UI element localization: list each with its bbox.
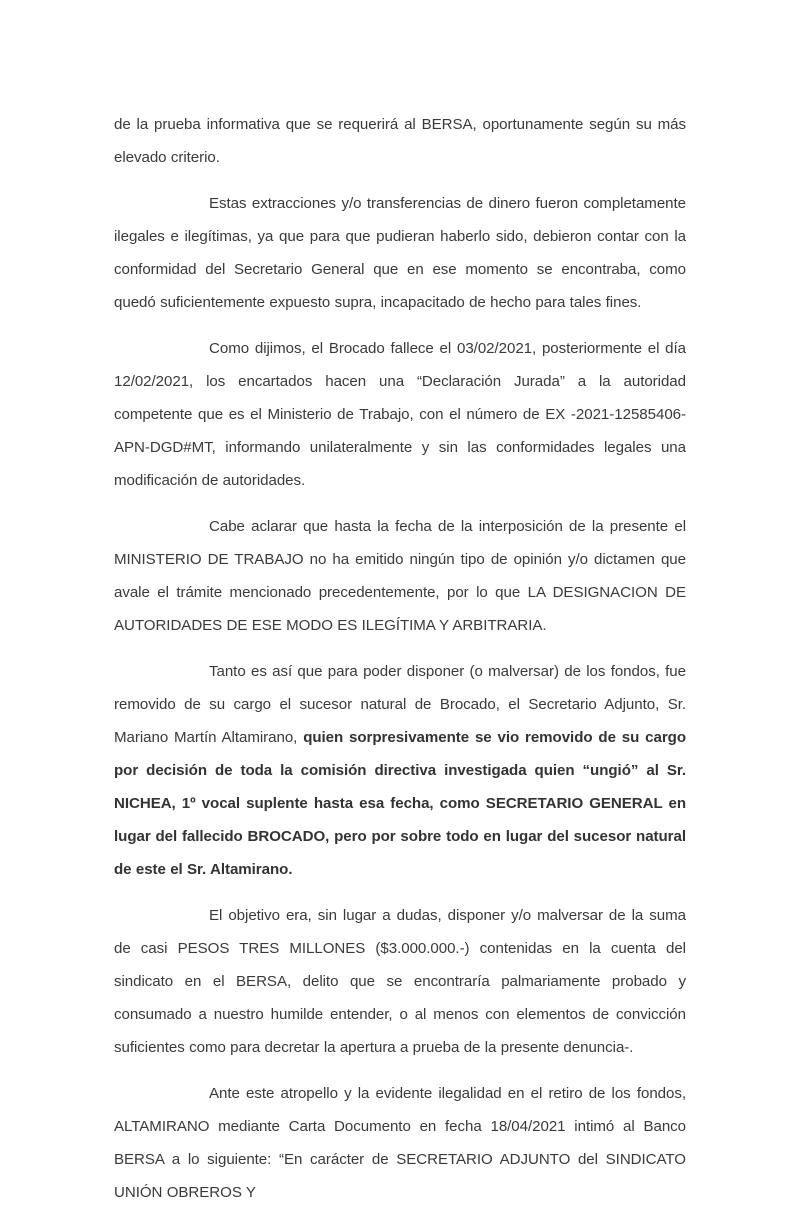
paragraph-ministerio-trabajo: Cabe aclarar que hasta la fecha de la interposición de la presente el MINISTERIO DE TRABAJO no ha emitido ningún tipo de opinión y/o dictamen que avale el trámite mencionado precedentemente, por lo que LA DESIGNACION DE AUTORIDADES DE ESE MODO ES ILEGÍTIMA Y ARBITRARIA. — [114, 518, 686, 634]
paragraph-brocado-fallece: Como dijimos, el Brocado fallece el 03/02/2021, posteriormente el día 12/02/2021, los encartados hacen una “Declaración Jurada” a la autoridad competente que es el Ministerio de Trabajo, con el número de EX -2021-12585406- APN-DGD#MT, informando unilateralmente y sin las conformidades legales una modificación de autoridades. — [114, 340, 686, 489]
paragraph-objetivo-malversacion: El objetivo era, sin lugar a dudas, disponer y/o malversar de la suma de casi PESOS TRES MILLONES ($3.000.000.-) contenidas en la cuenta del sindicato en el BERSA, delito que se encontraría palmariamente probado y consumado a nuestro humilde entender, o al menos con elementos de convicción suficientes como para decretar la apertura a prueba de la presente denuncia-. — [114, 907, 686, 1056]
paragraph-remocion-altamirano-normal-text: Tanto es así que para poder disponer (o malversar) de los fondos, fue removido de su cargo el sucesor natural de Brocado, el Secretario Adjunto, Sr. Mariano Martín Altamirano, — [114, 663, 686, 746]
paragraph-carta-documento: Ante este atropello y la evidente ilegalidad en el retiro de los fondos, ALTAMIRANO mediante Carta Documento en fecha 18/04/2021 intimó al Banco BERSA a lo siguiente: “En carácter de SECRETARIO ADJUNTO del SINDICATO UNIÓN OBREROS Y — [114, 1085, 686, 1201]
paragraph-extracciones-transferencias: Estas extracciones y/o transferencias de dinero fueron completamente ilegales e ilegítimas, ya que para que pudieran haberlo sido, debieron contar con la conformidad del Secretario General que en ese momento se encontraba, como quedó suficientemente expuesto supra, incapacitado de hecho para tales fines. — [114, 195, 686, 311]
paragraph-remocion-altamirano-bold-text: quien sorpresivamente se vio removido de su cargo por decisión de toda la comisión directiva investigada quien “ungió” al Sr. NICHEA, 1º vocal suplente hasta esa fecha, como SECRETARIO GENERAL en lugar del fallecido BROCADO, pero por sobre todo en lugar del sucesor natural de este el Sr. Altamirano. — [114, 729, 686, 878]
document-text-body — [114, 108, 686, 1209]
paragraph-prueba-informativa: de la prueba informativa que se requerirá al BERSA, oportunamente según su más elevado criterio. — [114, 116, 686, 166]
paragraph-remocion-altamirano — [114, 655, 686, 886]
